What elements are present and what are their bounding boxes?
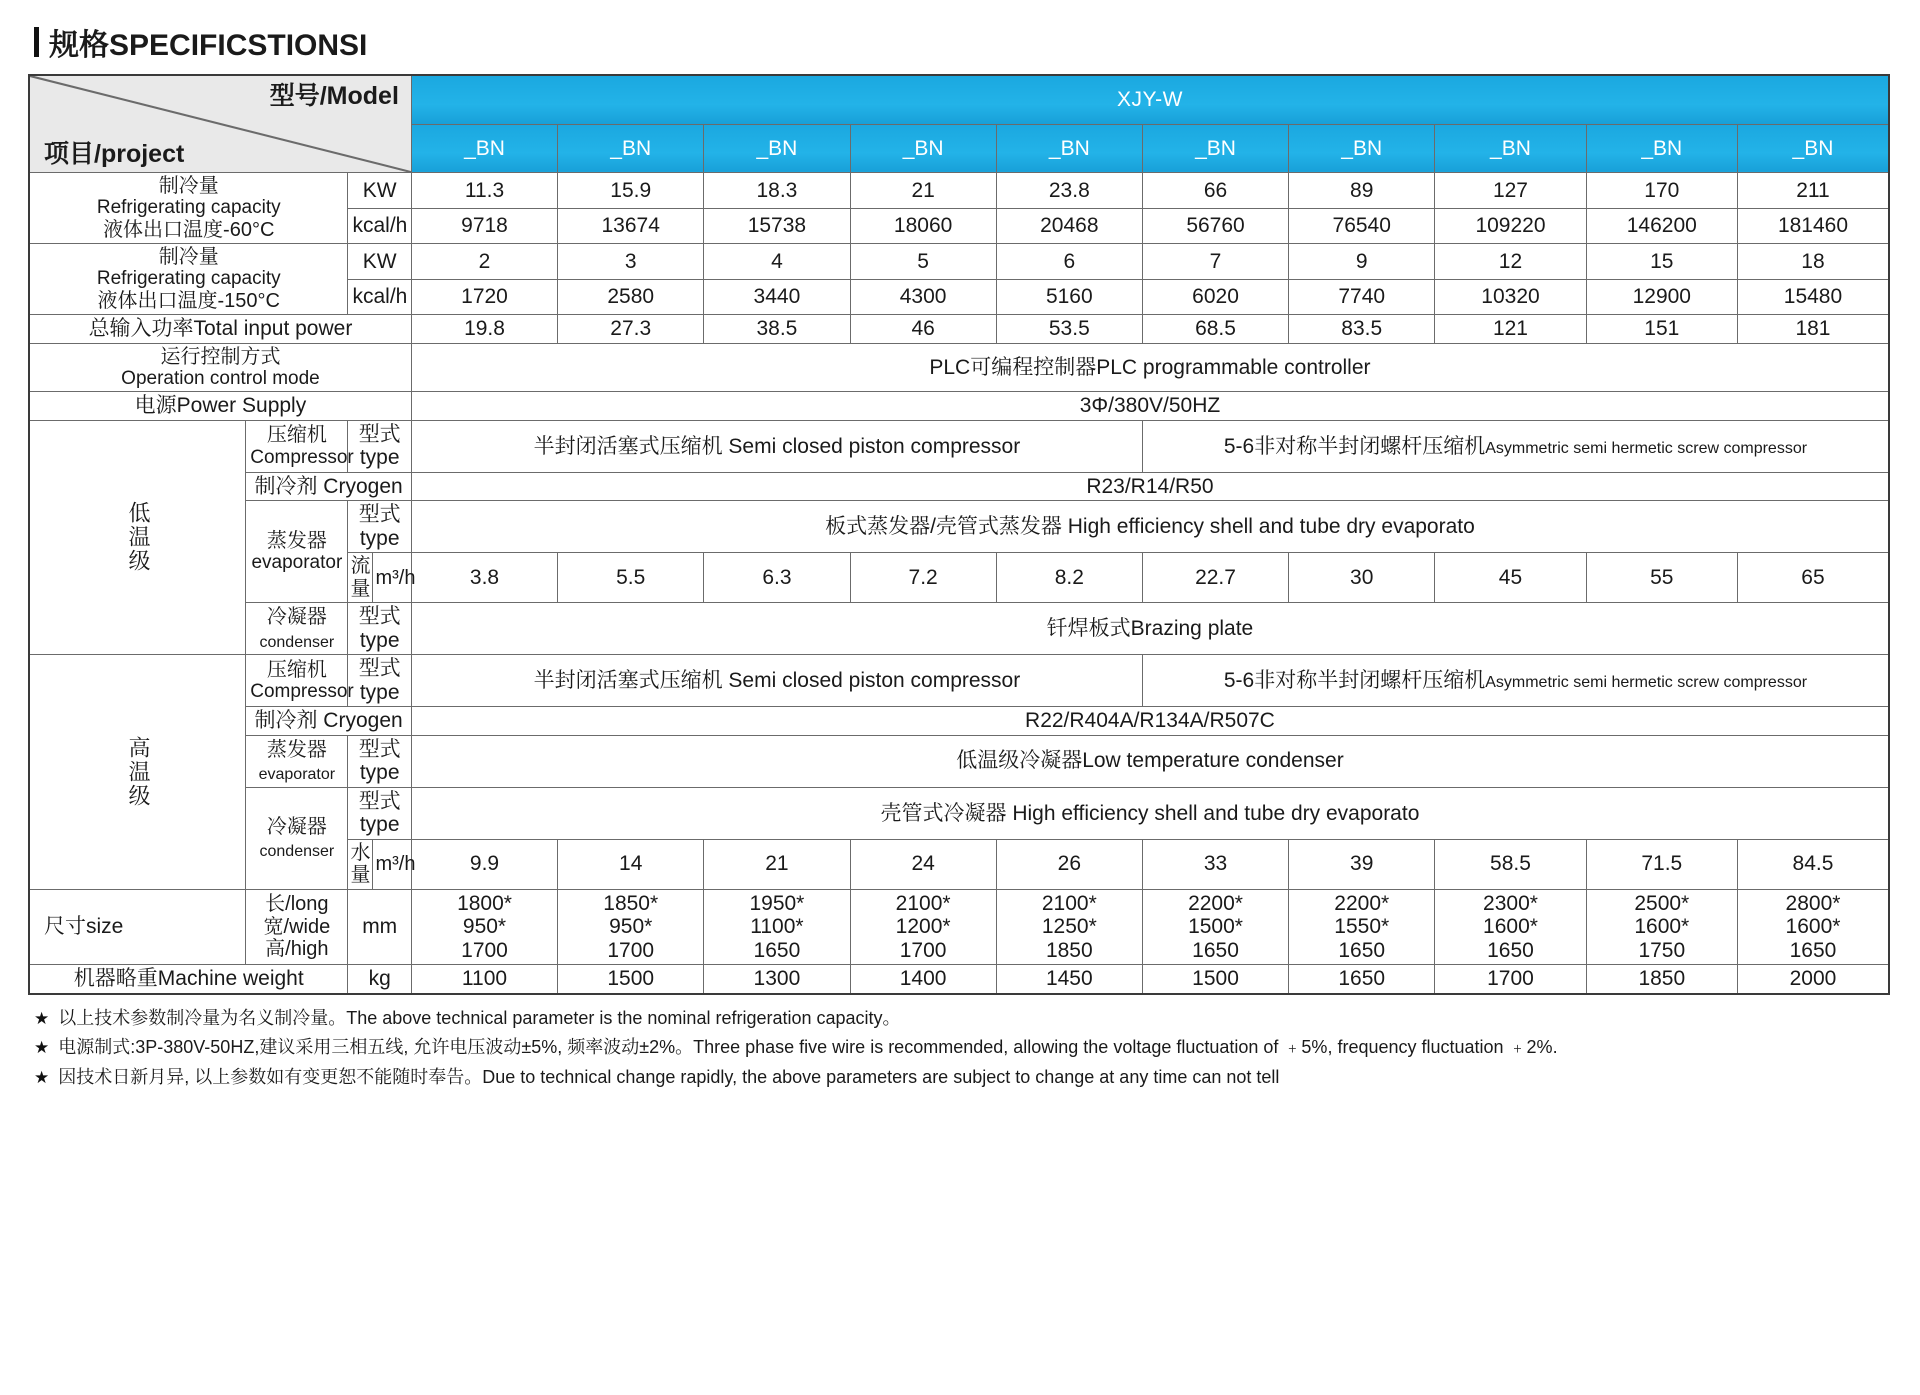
table-row	[29, 472, 1889, 501]
row-label-low-evaporator	[246, 501, 348, 603]
dim-high: 1650	[1487, 938, 1534, 962]
cell-value: 7.2	[850, 553, 996, 603]
cell-value: 3.8	[411, 553, 557, 603]
cell-value: 55	[1586, 553, 1737, 603]
cell-value: 1100	[411, 965, 557, 994]
table-row	[29, 965, 1889, 994]
dim-long: 2100*	[1041, 891, 1097, 915]
flow-label: 流量	[348, 553, 373, 602]
footnote-text: 因技术日新月异, 以上参数如有变更恕不能随时奉告。Due to technical change rapidly, the above parameters are subject to change at any time can not tell	[58, 1066, 1280, 1087]
cell-size-col-7	[1289, 889, 1435, 965]
cell-value: 15738	[704, 208, 850, 244]
row-label-low-cryogen: 制冷剂 Cryogen	[246, 472, 412, 501]
dim-wide: 1250*	[1041, 915, 1097, 939]
cell-value: 89	[1289, 173, 1435, 209]
cell-value: 8.2	[996, 553, 1142, 603]
cell-high-compressor-screw	[1142, 655, 1889, 707]
page-title	[34, 20, 1892, 64]
dim-high: 1850	[1045, 938, 1093, 962]
label-en: Operation control mode	[121, 368, 320, 389]
cell-value: 18060	[850, 208, 996, 244]
cell-value: 58.5	[1435, 839, 1586, 889]
cell-value: 71.5	[1586, 839, 1737, 889]
cell-value: 127	[1435, 173, 1586, 209]
cell-high-cryogen-value: R22/R404A/R134A/R507C	[411, 707, 1889, 736]
label-cn: 蒸发器	[266, 529, 327, 552]
dim-long: 2100*	[895, 891, 951, 915]
cell-value: 146200	[1586, 208, 1737, 244]
unit-kcal: kcal/h	[348, 279, 411, 315]
dim-high: 1700	[607, 938, 655, 962]
label-cn: 运行控制方式	[160, 345, 281, 368]
dim-wide: 1600*	[1483, 915, 1538, 939]
cell-value: 18	[1737, 244, 1889, 280]
table-row	[29, 501, 1889, 553]
label-cn: 冷凝器	[266, 606, 327, 629]
dim-label-high: 高/high	[265, 938, 329, 961]
footnote-text: 以上技术参数制冷量为名义制冷量。The above technical parameter is the nominal refrigeration capacity。	[58, 1007, 901, 1028]
cell-value: 19.8	[411, 315, 557, 344]
cell-value: 24	[850, 839, 996, 889]
table-row	[29, 655, 1889, 707]
cell-value: 181	[1737, 315, 1889, 344]
dim-label-long: 长/long	[265, 893, 329, 916]
cell-low-evaporator-type: 板式蒸发器/壳管式蒸发器 High efficiency shell and tube dry evaporato	[411, 501, 1889, 553]
cell-size-col-4	[850, 889, 996, 965]
cell-weight-unit: kg	[348, 965, 411, 994]
cell-value: 9.9	[411, 839, 557, 889]
cell-value: 76540	[1289, 208, 1435, 244]
row-label-operation-control-mode	[29, 343, 411, 392]
cell-value: 170	[1586, 173, 1737, 209]
cell-value: 15	[1586, 244, 1737, 280]
cell-type-label: 型式 type	[348, 655, 411, 707]
cell-size-col-3	[704, 889, 850, 965]
cell-size-col-6	[1142, 889, 1288, 965]
footnote-text: 电源制式:3P-380V-50HZ,建议采用三相五线, 允许电压波动±5%, 频率波动±2%。Three phase five wire is recommended, allowing the voltage fluctuation of ﹢5%, frequency fluctuation ﹢2%.	[58, 1037, 1558, 1058]
group-label-high-stage	[29, 655, 246, 889]
row-label-high-evaporator	[246, 735, 348, 787]
table-row	[29, 420, 1889, 472]
dim-high: 1650	[753, 938, 801, 962]
value-en: Asymmetric semi hermetic screw compressor	[1485, 439, 1808, 457]
cell-value: 39	[1289, 839, 1435, 889]
cell-value: 121	[1435, 315, 1586, 344]
cell-value: 15480	[1737, 279, 1889, 315]
cell-value: 2580	[558, 279, 704, 315]
cell-value: 1720	[411, 279, 557, 315]
table-header-row-model	[29, 75, 1889, 124]
row-label-machine-weight: 机器略重Machine weight	[29, 965, 348, 994]
cell-value: 23.8	[996, 173, 1142, 209]
dim-long: 1950*	[749, 891, 805, 915]
dim-wide: 1600*	[1785, 915, 1841, 939]
cell-value: 11.3	[411, 173, 557, 209]
cell-value: 12	[1435, 244, 1586, 280]
cell-low-cryogen-value: R23/R14/R50	[411, 472, 1889, 501]
dim-wide: 1500*	[1188, 915, 1243, 939]
label-cn: 制冷量	[158, 175, 219, 197]
label-cn: 冷凝器	[266, 815, 327, 838]
footnote-3	[34, 1066, 1892, 1089]
cell-size-col-9	[1586, 889, 1737, 965]
row-label-total-input-power: 总输入功率Total input power	[29, 315, 411, 344]
cell-value: 1500	[1142, 965, 1288, 994]
cell-value: 1850	[1586, 965, 1737, 994]
table-row	[29, 392, 1889, 421]
dim-long: 2200*	[1334, 891, 1390, 915]
cell-high-compressor-piston: 半封闭活塞式压缩机 Semi closed piston compressor	[411, 655, 1142, 707]
cell-size-col-5	[996, 889, 1142, 965]
footnote-1	[34, 1007, 1892, 1030]
cell-value: 18.3	[704, 173, 850, 209]
cell-high-condenser-water-unit	[348, 839, 416, 889]
dim-wide: 1100*	[750, 915, 804, 939]
cell-value: 5.5	[558, 553, 704, 603]
label-cn: 压缩机	[266, 424, 327, 447]
row-label-high-condenser	[246, 787, 348, 889]
cell-value: 27.3	[558, 315, 704, 344]
cell-value: 33	[1142, 839, 1288, 889]
cell-value: 1700	[1435, 965, 1586, 994]
label-en: condenser	[259, 843, 335, 861]
cell-value: 9718	[411, 208, 557, 244]
table-row	[29, 603, 1889, 655]
dim-long: 2500*	[1634, 891, 1690, 915]
cell-size-col-8	[1435, 889, 1586, 965]
table-row	[29, 173, 1889, 209]
table-row	[29, 787, 1889, 839]
cell-value: 30	[1289, 553, 1435, 603]
dim-high: 1650	[1192, 938, 1239, 962]
dim-high: 1700	[461, 938, 508, 962]
cell-value: 10320	[1435, 279, 1586, 315]
column-header-5: _BN	[996, 124, 1142, 172]
cell-value: 21	[850, 173, 996, 209]
cell-size-dim-labels	[246, 889, 348, 965]
footnote-2	[34, 1036, 1892, 1059]
cell-value: 14	[558, 839, 704, 889]
row-label-low-compressor	[246, 420, 354, 472]
column-header-4: _BN	[850, 124, 996, 172]
cell-value: 5	[850, 244, 996, 280]
cell-value: 109220	[1435, 208, 1586, 244]
cell-value: 22.7	[1142, 553, 1288, 603]
cell-value: 38.5	[704, 315, 850, 344]
cell-value: 53.5	[996, 315, 1142, 344]
label-en: Refrigerating capacity	[96, 268, 281, 290]
unit-kw: KW	[348, 244, 411, 280]
group-label-high-stage-text: 高温级	[125, 735, 151, 808]
header-model-name: XJY-W	[411, 75, 1889, 124]
table-row	[29, 244, 1889, 280]
cell-value: 5160	[996, 279, 1142, 315]
cell-value: 1650	[1289, 965, 1435, 994]
table-row	[29, 315, 1889, 344]
table-row	[29, 889, 1889, 965]
cell-high-condenser-type-value: 壳管式冷凝器 High efficiency shell and tube dry evaporato	[411, 787, 1889, 839]
cell-type-label: 型式 type	[348, 735, 411, 787]
cell-value: 2000	[1737, 965, 1889, 994]
dim-high: 1650	[1338, 938, 1386, 962]
cell-type-label: 型式 type	[348, 787, 411, 839]
value-cn: 5-6非对称半封闭螺杆压缩机	[1223, 668, 1486, 692]
cell-value: 7	[1142, 244, 1288, 280]
label-en: evaporator	[258, 766, 336, 784]
row-label-size: 尺寸size	[29, 889, 246, 965]
cell-type-label: 型式 type	[348, 501, 411, 553]
cell-value: 13674	[558, 208, 704, 244]
cell-value: 181460	[1737, 208, 1889, 244]
cell-size-col-2	[558, 889, 704, 965]
cell-value: 84.5	[1737, 839, 1889, 889]
label-cn-2: 液体出口温度-60°C	[103, 218, 275, 241]
label-en: Compressor	[250, 681, 354, 703]
cell-value: 56760	[1142, 208, 1288, 244]
title-accent-bar	[34, 27, 39, 57]
dim-long: 2800*	[1785, 891, 1841, 915]
cell-value: 26	[996, 839, 1142, 889]
unit-kw: KW	[348, 173, 411, 209]
dim-long: 2300*	[1483, 891, 1538, 915]
star-icon: ★	[34, 1067, 50, 1087]
dim-wide: 1600*	[1634, 915, 1690, 939]
cell-value: 3440	[704, 279, 850, 315]
cell-power-supply-value: 3Φ/380V/50HZ	[411, 392, 1889, 421]
star-icon: ★	[34, 1038, 50, 1058]
header-model-label: 型号/Model	[269, 82, 399, 110]
row-label-high-compressor	[246, 655, 354, 707]
specifications-table	[28, 74, 1890, 995]
label-cn: 蒸发器	[266, 738, 327, 761]
row-label-refrigerating-capacity-150	[29, 244, 348, 315]
cell-low-compressor-piston: 半封闭活塞式压缩机 Semi closed piston compressor	[411, 420, 1142, 472]
dim-wide: 950*	[609, 915, 653, 939]
star-icon: ★	[34, 1008, 50, 1028]
label-en: condenser	[259, 633, 335, 651]
cell-low-condenser-value: 钎焊板式Brazing plate	[411, 603, 1889, 655]
label-en: evaporator	[251, 552, 343, 574]
column-header-10: _BN	[1737, 124, 1889, 172]
cell-value: 6.3	[704, 553, 850, 603]
table-row	[29, 343, 1889, 392]
cell-value: 20468	[996, 208, 1142, 244]
cell-value: 15.9	[558, 173, 704, 209]
cell-value: 12900	[1586, 279, 1737, 315]
cell-value: 66	[1142, 173, 1288, 209]
cell-value: 1400	[850, 965, 996, 994]
dim-label-wide: 宽/wide	[263, 915, 331, 938]
dim-long: 1800*	[457, 891, 512, 915]
cell-operation-control-mode-value: PLC可编程控制器PLC programmable controller	[411, 343, 1889, 392]
page-title-text: 规格SPECIFICSTIONSI	[49, 29, 368, 62]
dim-high: 1650	[1789, 938, 1837, 962]
value-en: Asymmetric semi hermetic screw compressor	[1485, 673, 1808, 691]
label-cn: 压缩机	[266, 658, 327, 681]
cell-high-evaporator-value: 低温级冷凝器Low temperature condenser	[411, 735, 1889, 787]
dim-high: 1750	[1638, 938, 1686, 962]
water-unit: m³/h	[375, 852, 416, 875]
cell-low-evaporator-flow-unit	[348, 553, 416, 603]
table-row	[29, 707, 1889, 736]
dim-high: 1700	[899, 938, 947, 962]
row-label-power-supply: 电源Power Supply	[29, 392, 411, 421]
flow-unit: m³/h	[375, 566, 416, 589]
cell-value: 4	[704, 244, 850, 280]
column-header-3: _BN	[704, 124, 850, 172]
label-en: Compressor	[250, 446, 354, 468]
label-en: Refrigerating capacity	[96, 197, 281, 219]
cell-type-label: 型式 type	[348, 420, 411, 472]
cell-value: 21	[704, 839, 850, 889]
group-label-low-stage	[29, 420, 246, 654]
column-header-2: _BN	[558, 124, 704, 172]
row-label-low-condenser	[246, 603, 348, 655]
dim-wide: 1550*	[1334, 915, 1390, 939]
water-label: 水量	[348, 840, 373, 889]
header-project-label: 项目/project	[44, 140, 185, 168]
column-header-7: _BN	[1289, 124, 1435, 172]
cell-type-label: 型式 type	[348, 603, 411, 655]
cell-value: 9	[1289, 244, 1435, 280]
column-header-1: _BN	[411, 124, 557, 172]
cell-size-col-10	[1737, 889, 1889, 965]
cell-value: 3	[558, 244, 704, 280]
value-cn: 5-6非对称半封闭螺杆压缩机	[1223, 434, 1486, 458]
cell-size-col-1	[411, 889, 557, 965]
row-label-refrigerating-capacity-60	[29, 173, 348, 244]
group-label-low-stage-text: 低温级	[125, 501, 151, 574]
label-cn-2: 液体出口温度-150°C	[97, 289, 280, 312]
cell-low-compressor-screw	[1142, 420, 1889, 472]
cell-value: 1300	[704, 965, 850, 994]
column-header-6: _BN	[1142, 124, 1288, 172]
cell-value: 6	[996, 244, 1142, 280]
row-label-high-cryogen: 制冷剂 Cryogen	[246, 707, 412, 736]
dim-long: 2200*	[1188, 891, 1243, 915]
cell-value: 1450	[996, 965, 1142, 994]
unit-kcal: kcal/h	[348, 208, 411, 244]
cell-value: 45	[1435, 553, 1586, 603]
header-diagonal-cell	[29, 75, 411, 173]
cell-value: 2	[411, 244, 557, 280]
column-header-9: _BN	[1586, 124, 1737, 172]
table-row	[29, 735, 1889, 787]
footnotes	[34, 1007, 1892, 1089]
cell-value: 83.5	[1289, 315, 1435, 344]
cell-value: 1500	[558, 965, 704, 994]
cell-value: 65	[1737, 553, 1889, 603]
cell-value: 211	[1737, 173, 1889, 209]
cell-value: 151	[1586, 315, 1737, 344]
cell-value: 68.5	[1142, 315, 1288, 344]
label-cn: 制冷量	[158, 246, 219, 269]
dim-wide: 1200*	[895, 915, 951, 939]
cell-value: 46	[850, 315, 996, 344]
dim-wide: 950*	[462, 915, 507, 939]
cell-value: 4300	[850, 279, 996, 315]
column-header-8: _BN	[1435, 124, 1586, 172]
cell-value: 7740	[1289, 279, 1435, 315]
cell-size-unit: mm	[348, 889, 411, 965]
cell-value: 6020	[1142, 279, 1288, 315]
dim-long: 1850*	[603, 891, 659, 915]
